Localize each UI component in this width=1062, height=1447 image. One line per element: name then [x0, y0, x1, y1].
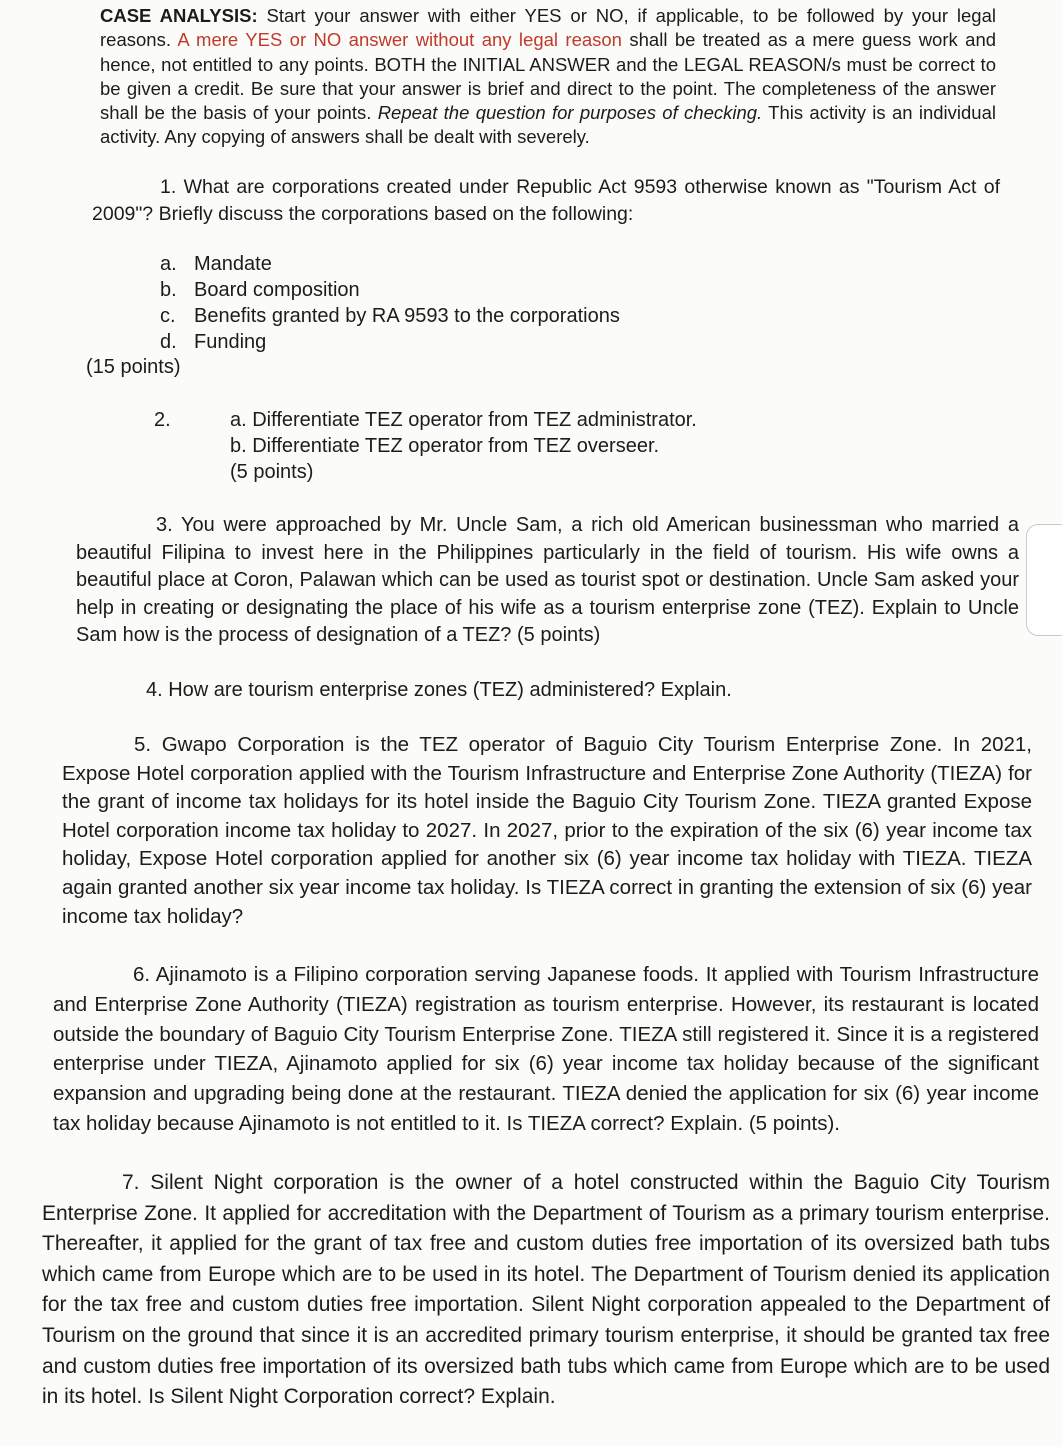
question-7-text: 7. Silent Night corporation is the owner of a hotel constructed within the Baguio City Tourism Enterprise Zone. It applied for accreditation with the Department of Tourism as a primary tourism enterprise. Thereafter, it applied for the grant of tax free and custom duties free importation of its oversized bath tubs which came from Europe which are to be used in its hotel. The Department of Tourism denied its application for the tax free and custom duties free importation. Silent Night corporation appealed to the Department of Tourism on the ground that since it is an accredited primary tourism enterprise, it should be granted tax free and custom duties free importation of its oversized bath tubs which came from Europe which are to be used in its hotel. Is Silent Night Corporation correct? Explain.	[42, 1171, 1050, 1409]
margin-note-frame	[1026, 524, 1062, 636]
question-3-text: 3. You were approached by Mr. Uncle Sam, a rich old American businessman who married a beautiful Filipina to invest here in the Philippines particularly in the field of tourism. His wife owns a beautiful place at Coron, Palawan which can be used as tourist spot or destination. Uncle Sam asked your help in creating or designating the place of his wife as a tourism enterprise zone (TEZ). Explain to Uncle Sam how is the process of designation of a TEZ? (5 points)	[76, 514, 1019, 646]
question-4: 4. How are tourism enterprise zones (TEZ) administered? Explain.	[146, 679, 732, 701]
instructions-text-3: This activity is an individual activity. Any copying of answers shall be dealt with severely.	[100, 102, 996, 148]
option-d: d. Funding	[160, 331, 267, 353]
question-5-text: 5. Gwapo Corporation is the TEZ operator of Baguio City Tourism Enterprise Zone. In 2021, Expose Hotel corporation applied with the Tourism Infrastructure and Enterprise Zone Authority (TIEZA) for the grant of income tax holidays for its hotel inside the Baguio City Tourism Zone. TIEZA granted Expose Hotel corporation income tax holiday to 2027. In 2027, prior to the expiration of the six (6) year income tax holiday, Expose Hotel corporation applied for another six (6) year income tax holiday with TIEZA. TIEZA again granted another six year income tax holiday. Is TIEZA correct in granting the extension of six (6) year income tax holiday?	[62, 733, 1032, 928]
question-5	[62, 731, 1032, 931]
question-1-text: 1. What are corporations created under Republic Act 9593 otherwise known as "Tourism Act of 2009"? Briefly discuss the corporations based on the following:	[92, 176, 1000, 225]
instructions-repeat-note: Repeat the question for purposes of checking.	[377, 102, 763, 124]
instructions-text-1: Start your answer with either YES or NO, if applicable, to be followed by your legal reasons.	[100, 5, 996, 51]
instructions-label: CASE ANALYSIS:	[100, 5, 258, 26]
question-1	[92, 174, 1000, 227]
option-c: c. Benefits granted by RA 9593 to the corporations	[160, 305, 620, 327]
question-2-b: b. Differentiate TEZ operator from TEZ overseer.	[230, 435, 660, 457]
question-1-options	[160, 251, 620, 355]
question-3	[76, 512, 1019, 650]
question-1-points: (15 points)	[86, 356, 181, 378]
question-2-parts	[230, 407, 697, 485]
question-2-points: (5 points)	[230, 461, 314, 483]
question-2-number: 2.	[154, 409, 171, 431]
question-7	[42, 1168, 1050, 1413]
option-a: a. Mandate	[160, 253, 272, 275]
option-b: b. Board composition	[160, 279, 360, 301]
question-6-text: 6. Ajinamoto is a Filipino corporation serving Japanese foods. It applied with Tourism Infrastructure and Enterprise Zone Authority (TIEZA) registration as tourism enterprise. However, its restaurant is located outside the boundary of Baguio City Tourism Enterprise Zone. TIEZA still registered it. Since it is a registered enterprise under TIEZA, Ajinamoto applied for six (6) year income tax holiday because of the significant expansion and upgrading being done at the restaurant. TIEZA denied the application for six (6) year income tax holiday because Ajinamoto is not entitled to it. Is TIEZA correct? Explain. (5 points).	[53, 963, 1039, 1135]
question-6	[53, 960, 1039, 1139]
question-2-a: a. Differentiate TEZ operator from TEZ administrator.	[230, 409, 697, 431]
instructions-text-2: shall be treated as a mere guess work and hence, not entitled to any points. BOTH the INITIAL ANSWER and the LEGAL REASON/s must be correct to be given a credit. Be sure that your answer is brief and direct to the point. The completeness of the answer shall be the basis of your points.	[100, 29, 997, 124]
instructions-warning: A mere YES or NO answer without any legal reason	[177, 29, 622, 51]
case-analysis-instructions	[100, 4, 996, 150]
